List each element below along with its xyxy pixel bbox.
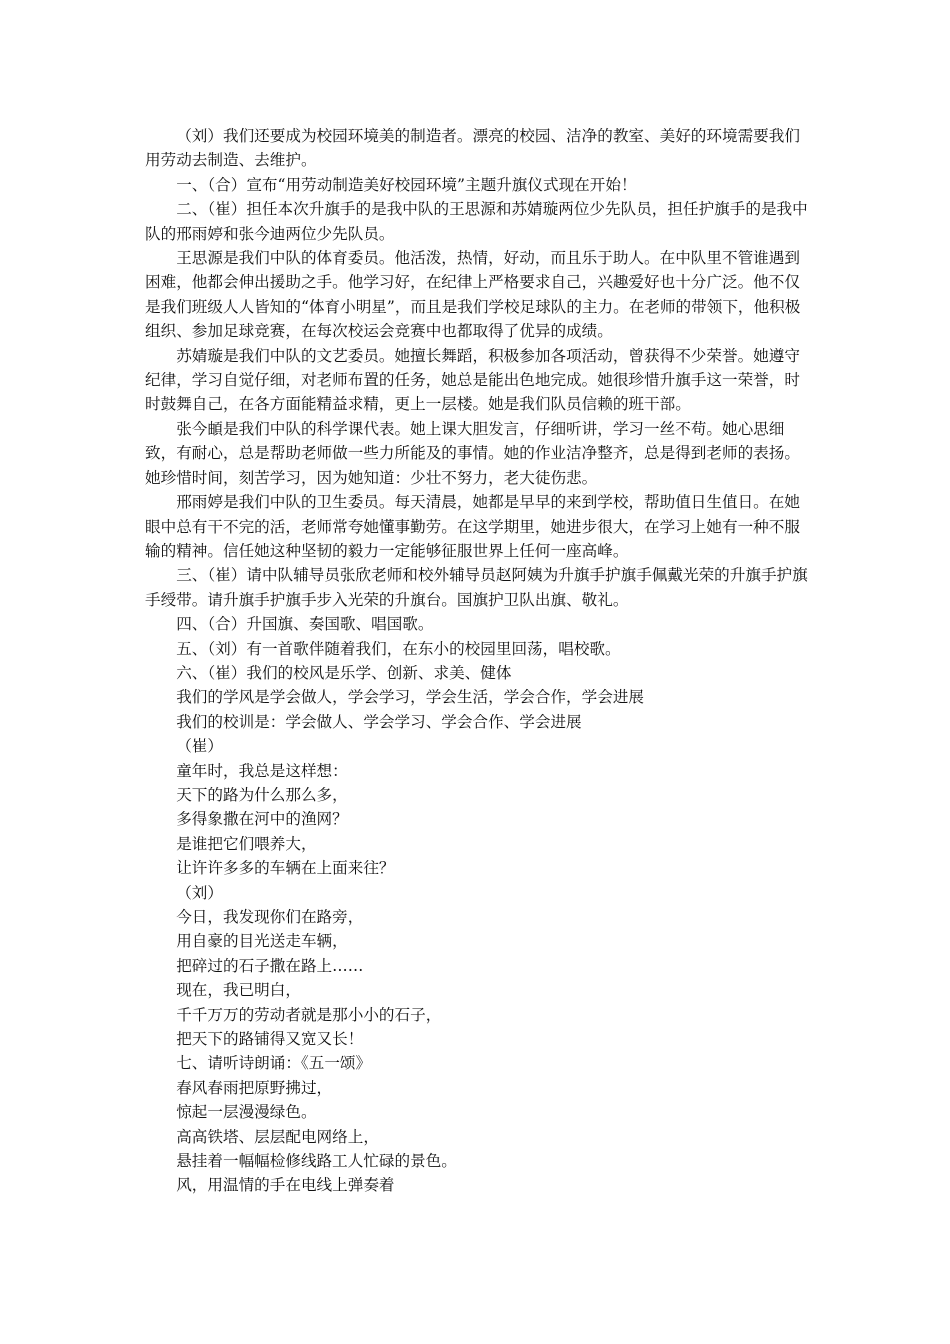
poem-line: 把碎过的石子撒在路上…… <box>176 956 364 975</box>
poem-line: 是谁把它们喂养大， <box>176 834 317 853</box>
poem-line: 春风春雨把原野拂过， <box>176 1078 333 1097</box>
line-step-six: 六、（崔）我们的校风是乐学、创新、求美、健体 <box>176 663 512 682</box>
paragraph-intro-liu: （刘）我们还要成为校园环境美的制造者。漂亮的校园、洁净的教室、美好的环境需要我们用劳动去制造、去维护。 <box>145 127 800 170</box>
line-speaker-cui: （崔） <box>176 737 223 756</box>
line-step-four: 四、（合）升国旗、奏国歌、唱国歌。 <box>176 615 434 634</box>
paragraph-step-one: 一、（合）宣布“用劳动制造美好校园环境”主题升旗仪式现在开始！ <box>176 175 637 194</box>
poem-line: 把天下的路铺得又宽又长！ <box>176 1030 364 1049</box>
poem-line: 用自豪的目光送走车辆， <box>176 932 348 951</box>
line-school-motto: 我们的校训是：学会做人、学会学习、学会合作、学会进展 <box>176 712 582 731</box>
poem-line: 悬挂着一幅幅检修线路工人忙碌的景色。 <box>176 1152 457 1171</box>
line-study-style: 我们的学风是学会做人，学会学习，学会生活，学会合作，学会进展 <box>176 688 645 707</box>
poem-line: 高高铁塔、层层配电网络上， <box>176 1127 379 1146</box>
paragraph-step-two: 二、（崔）担任本次升旗手的是我中队的王思源和苏婧璇两位少先队员，担任护旗手的是我中队的邢雨婷和张今迪两位少先队员。 <box>145 200 808 243</box>
poem-line: 惊起一层漫漫绿色。 <box>176 1103 317 1122</box>
poem-line: 多得象撒在河中的渔网？ <box>176 810 348 829</box>
poem-line: 今日，我发现你们在路旁， <box>176 908 364 926</box>
poem-line: 让许许多多的车辆在上面来往？ <box>176 859 395 878</box>
paragraph-xing-yuting: 邢雨婷是我们中队的卫生委员。每天清晨，她都是早早的来到学校，帮助值日生值日。在她眼中总有干不完的活，老师常夸她懂事勤劳。在这学期里，她进步很大，在学习上她有一种不服输的精神。信任她这种坚韧的毅力一定能够征服世界上任何一座高峰。 <box>145 493 800 560</box>
poem-line: 童年时，我总是这样想： <box>176 761 348 780</box>
paragraph-zhang-jindi: 张今頔是我们中队的科学课代表。她上课大胆发言，仔细听讲，学习一丝不苟。她心思细致，有耐心，总是帮助老师做一些力所能及的事情。她的作业洁净整齐，总是得到老师的表扬。她珍惜时间，刻苦学习，因为她知道：少壮不努力，老大徒伤悲。 <box>145 419 800 487</box>
paragraph-step-three: 三、（崔）请中队辅导员张欣老师和校外辅导员赵阿姨为升旗手护旗手佩戴光荣的升旗手护旗手绶带。请升旗手护旗手步入光荣的升旗台。国旗护卫队出旗、敬礼。 <box>145 566 808 609</box>
poem-line: 天下的路为什么那么多， <box>176 785 348 804</box>
poem-line: 现在，我已明白， <box>176 981 301 1000</box>
paragraph-su-jingxuan: 苏婧璇是我们中队的文艺委员。她擅长舞蹈，积极参加各项活动，曾获得不少荣誉。她遵守纪律，学习自觉仔细，对老师布置的任务，她总是能出色地完成。她很珍惜升旗手这一荣誉，时时鼓舞自己，在各方面能精益求精，更上一层楼。她是我们队员信赖的班干部。 <box>145 346 800 414</box>
poem-line: 风，用温情的手在电线上弹奏着 <box>176 1176 395 1195</box>
paragraph-wang-siyuan: 王思源是我们中队的体育委员。他活泼，热情，好动，而且乐于助人。在中队里不管谁遇到困难，他都会伸出援助之手。他学习好，在纪律上严格要求自己，兴趣爱好也十分广泛。他不仅是我们班级人人皆知的“体育小明星”，而且是我们学校足球队的主力。在老师的带领下，他积极组织、参加足球竞赛，在每次校运会竞赛中也都取得了优异的成绩。 <box>145 249 801 341</box>
poem-line: 千千万万的劳动者就是那小小的石子， <box>176 1005 442 1024</box>
line-speaker-liu: （刘） <box>176 883 223 902</box>
line-step-seven: 七、请听诗朗诵：《五一颂》 <box>176 1054 372 1073</box>
document-page <box>145 124 810 1198</box>
line-step-five: 五、（刘）有一首歌伴随着我们，在东小的校园里回荡，唱校歌。 <box>176 639 621 658</box>
